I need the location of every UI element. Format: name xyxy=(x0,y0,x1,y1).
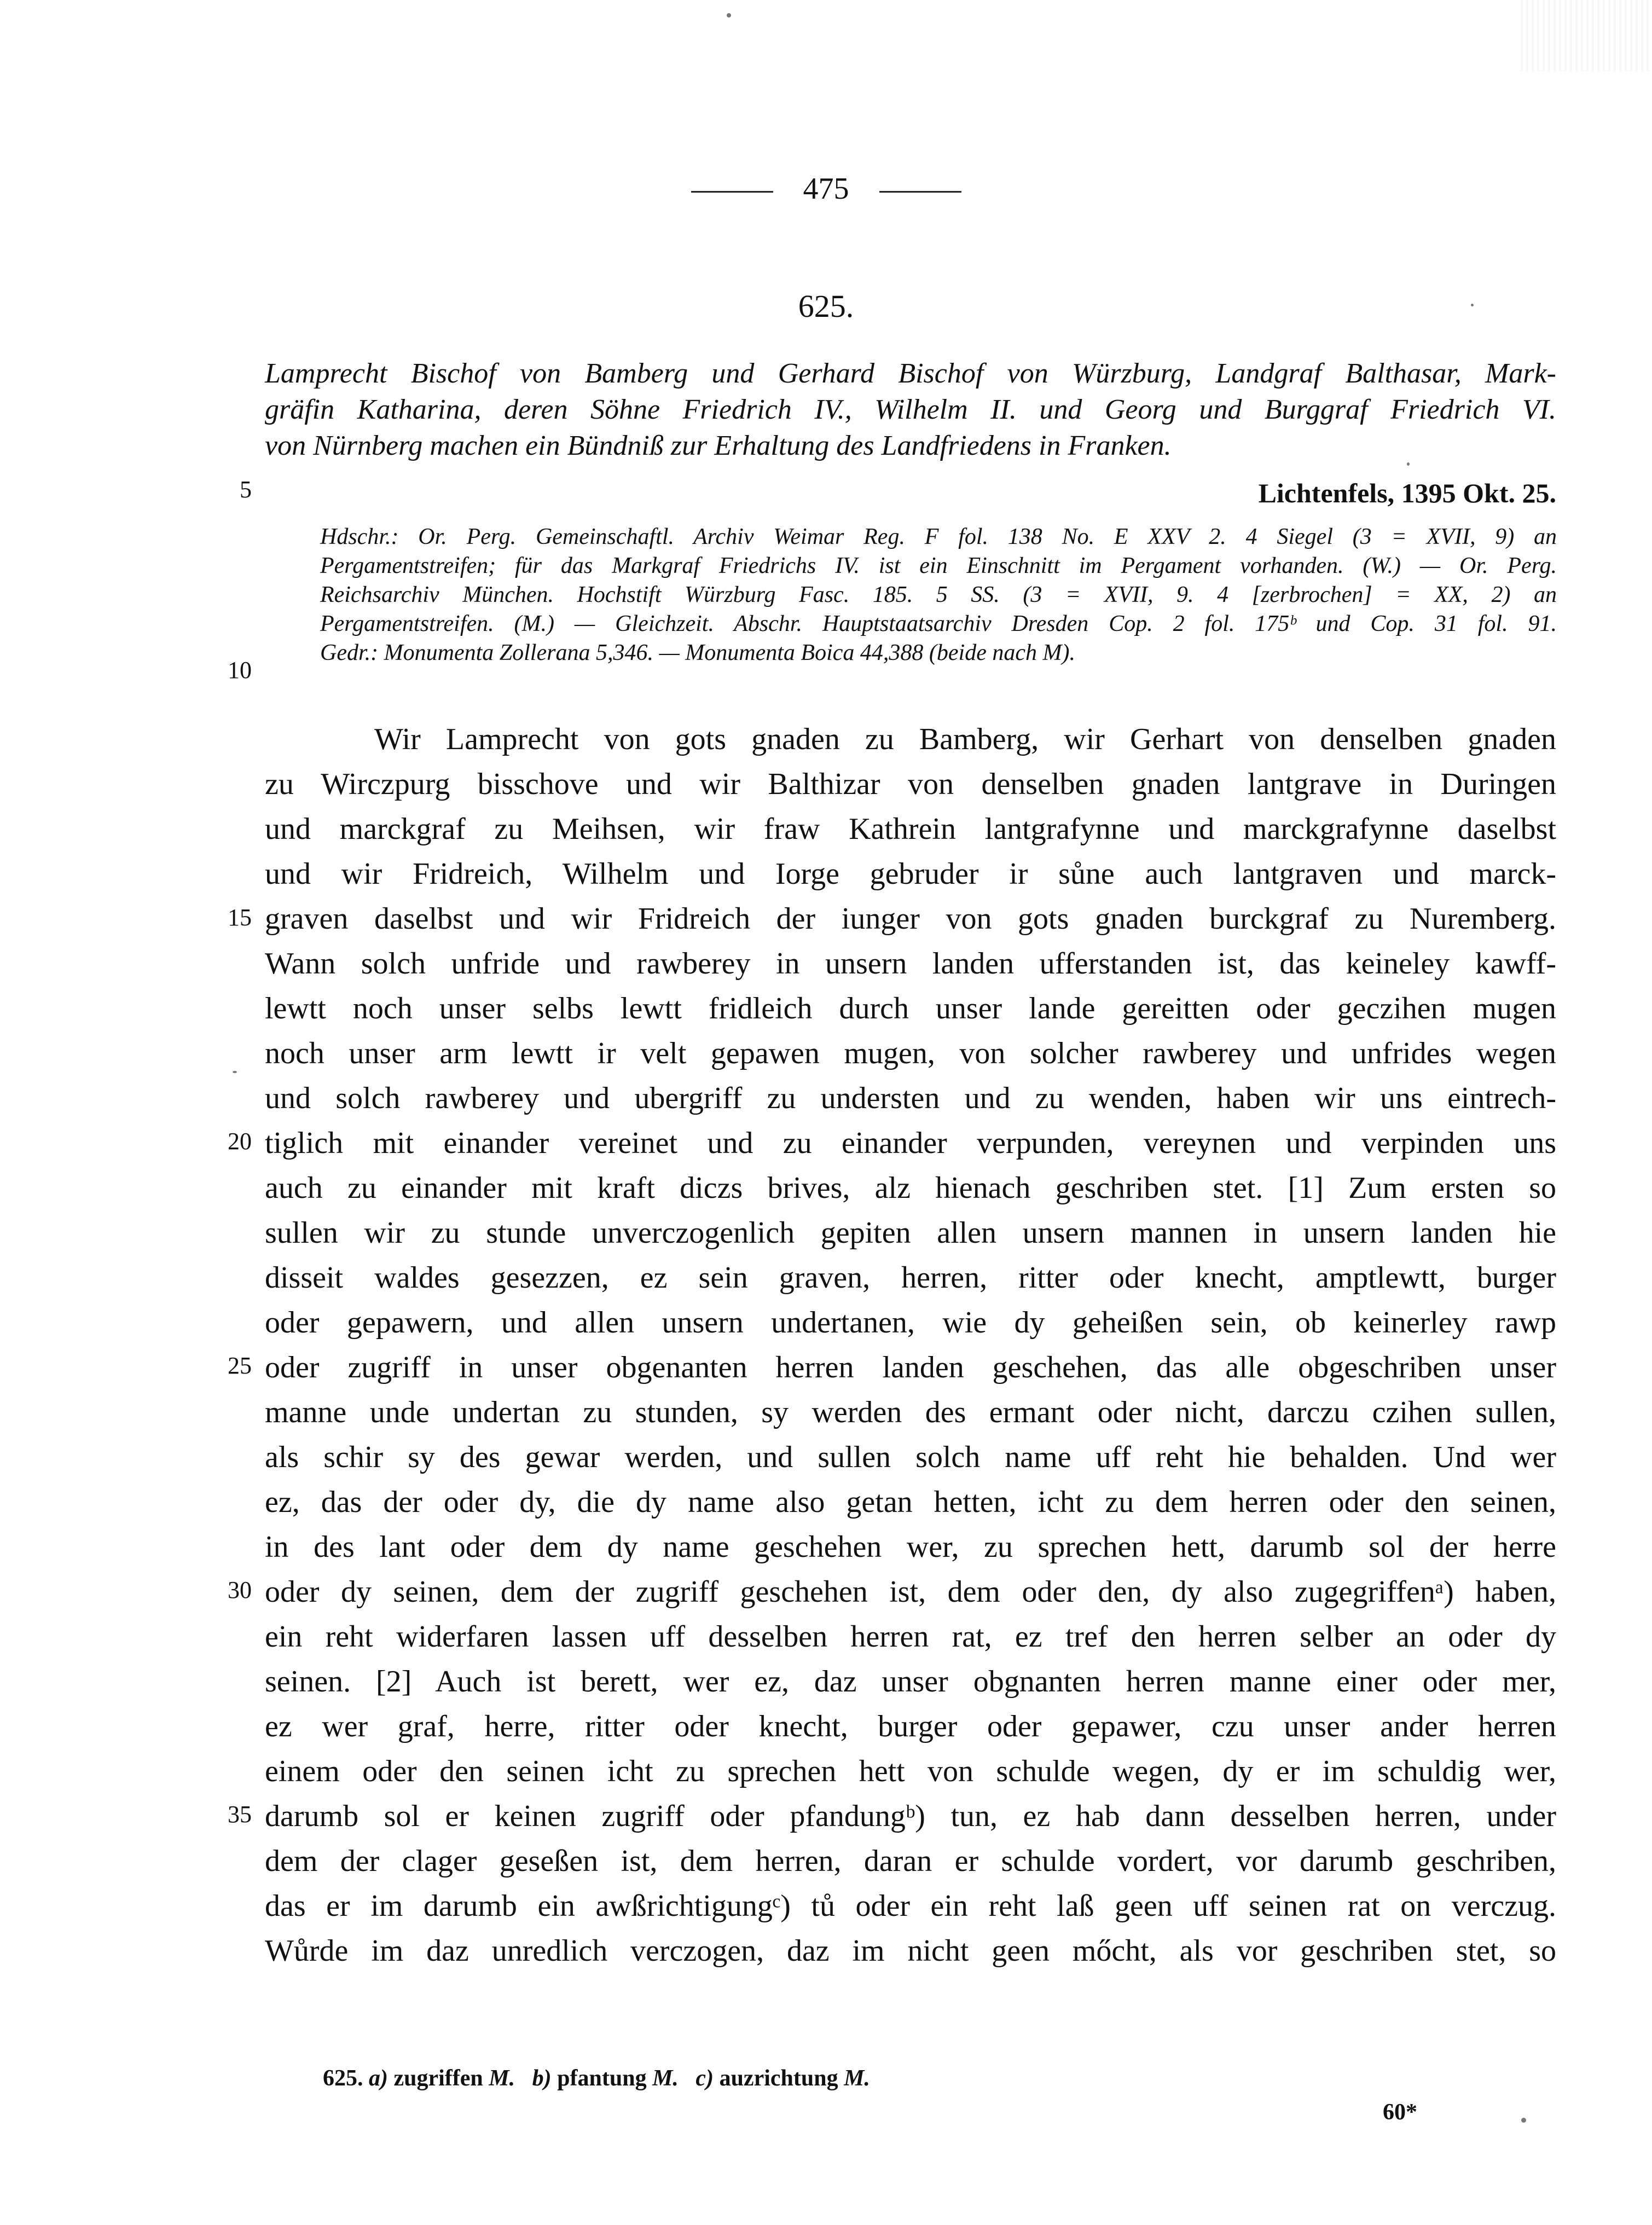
text-line: als schir sy des gewar werden, und sullen solch name uff reht hie behalden. Und wer xyxy=(265,1440,1556,1474)
text-line: Wir Lamprecht von gots gnaden zu Bamberg, wir Gerhart von denselben gnaden xyxy=(374,722,1556,756)
scan-speck xyxy=(727,13,731,18)
text-line: Wůrde im daz unredlich verczogen, daz im nicht geen mőcht, als vor geschriben stet, so xyxy=(265,1934,1556,1968)
scan-speck xyxy=(1521,2118,1526,2123)
scan-speck xyxy=(1471,304,1474,306)
footnote-a-text: zugriffen xyxy=(393,2066,483,2091)
page-number-left-rule xyxy=(691,191,773,193)
text-line: graven daselbst und wir Fridreich der iunger von gots gnaden burckgraf zu Nuremberg. xyxy=(265,902,1556,936)
charter-text xyxy=(265,717,1556,1973)
text-line: noch unser arm lewtt ir velt gepawen mugen, von solcher rawberey und unfrides wegen xyxy=(265,1036,1556,1070)
footnote-c-siglum: M. xyxy=(844,2066,870,2091)
source-line: Gedr.: Monumenta Zollerana 5,346. — Monumenta Boica 44,388 (beide nach M). xyxy=(320,640,1075,665)
source-line: Hdschr.: Or. Perg. Gemeinschaftl. Archiv Weimar Reg. F fol. 138 No. E XXV 2. 4 Siegel (3 = XVII, 9) an xyxy=(320,524,1557,549)
page-number-text: 475 xyxy=(803,172,849,206)
text-line: einem oder den seinen icht zu sprechen hett von schulde wegen, dy er im schuldig wer, xyxy=(265,1754,1556,1788)
title-line: von Nürnberg machen ein Bündniß zur Erhaltung des Landfriedens in Franken. xyxy=(265,430,1172,461)
page-number-right-rule xyxy=(879,191,961,193)
text-line: darumb sol er keinen zugriff oder pfandungᵇ) tun, ez hab dann desselben herren, under xyxy=(265,1799,1556,1833)
text-line: lewtt noch unser selbs lewtt fridleich durch unser lande gereitten oder geczihen mugen xyxy=(265,992,1556,1025)
text-line: ez, das der oder dy, die dy name also getan hetten, icht zu dem herren oder den seinen, xyxy=(265,1485,1556,1519)
document-number: 625. xyxy=(798,288,854,324)
text-line: zu Wirczpurg bisschove und wir Balthizar von denselben gnaden lantgrave in Duringen xyxy=(265,767,1556,801)
title-line: gräfin Katharina, deren Söhne Friedrich IV., Wilhelm II. und Georg und Burggraf Friedrich VI. xyxy=(265,394,1556,425)
text-line: oder zugriff in unser obgenanten herren landen geschehen, das alle obgeschriben unser xyxy=(265,1351,1556,1384)
scan-edge-artifact xyxy=(1521,0,1652,71)
footnote-b-siglum: M. xyxy=(652,2066,679,2091)
footnote-b-text: pfantung xyxy=(557,2066,647,2091)
text-line: auch zu einander mit kraft diczs brives, alz hienach geschriben stet. [1] Zum ersten so xyxy=(265,1171,1556,1205)
text-line: oder dy seinen, dem der zugriff geschehen ist, dem oder den, dy also zugegriffenᵃ) haben, xyxy=(265,1575,1556,1609)
text-line: disseit waldes gesezzen, ez sein graven, herren, ritter oder knecht, amptlewtt, burger xyxy=(265,1261,1556,1295)
footnote-c-mark: c) xyxy=(695,2066,714,2091)
margin-line-number: 35 xyxy=(228,1801,252,1828)
text-line: in des lant oder dem dy name geschehen wer, zu sprechen hett, darumb sol der herre xyxy=(265,1530,1556,1564)
margin-line-number: 5 xyxy=(240,476,252,503)
text-line: dem der clager geseßen ist, dem herren, daran er schulde vordert, vor darumb geschriben, xyxy=(265,1844,1556,1878)
footnote-a-mark: a) xyxy=(369,2066,388,2091)
text-line: seinen. [2] Auch ist berett, wer ez, daz unser obgnanten herren manne einer oder mer, xyxy=(265,1665,1556,1699)
title-line: Lamprecht Bischof von Bamberg und Gerhard Bischof von Würzburg, Landgraf Balthasar, Mark- xyxy=(265,358,1556,389)
document-title xyxy=(265,356,1556,464)
margin-line-number: 30 xyxy=(228,1577,252,1603)
margin-line-number: 15 xyxy=(228,904,252,931)
scan-speck xyxy=(1407,462,1410,466)
text-line: sullen wir zu stunde unverczogenlich gepiten allen unsern mannen in unsern landen hie xyxy=(265,1216,1556,1250)
text-line: ein reht widerfaren lassen uff desselben herren rat, ez tref den herren selber an oder dy xyxy=(265,1620,1556,1654)
footnotes xyxy=(323,2062,1198,2095)
text-line: manne unde undertan zu stunden, sy werden des ermant oder nicht, darczu czihen sullen, xyxy=(265,1395,1556,1429)
text-line: und solch rawberey und ubergriff zu understen und zu wenden, haben wir uns eintrech- xyxy=(265,1081,1556,1115)
text-line: oder gepawern, und allen unsern undertanen, wie dy geheißen sein, ob keinerley rawp xyxy=(265,1306,1556,1340)
source-line: Pergamentstreifen. (M.) — Gleichzeit. Abschr. Hauptstaatsarchiv Dresden Cop. 2 fol. 175ᵇ und Cop. 31 fol. 91. xyxy=(320,611,1557,636)
source-line: Reichsarchiv München. Hochstift Würzburg Fasc. 185. 5 SS. (3 = XVII, 9. 4 [zerbrochen] = XX, 2) an xyxy=(320,582,1557,607)
margin-line-number: 25 xyxy=(228,1352,252,1379)
margin-line-number: 20 xyxy=(228,1128,252,1155)
text-line: und marckgraf zu Meihsen, wir fraw Kathrein lantgrafynne und marckgrafynne daselbst xyxy=(265,812,1556,846)
dateline: Lichtenfels, 1395 Okt. 25. xyxy=(1258,478,1556,508)
text-line: und wir Fridreich, Wilhelm und Iorge gebruder ir sůne auch lantgraven und marck- xyxy=(265,857,1556,891)
footnote-b-mark: b) xyxy=(532,2066,552,2091)
scan-speck xyxy=(233,1071,237,1073)
text-line: das er im darumb ein awßrichtigungᶜ) tů oder ein reht laß geen uff seinen rat on verczug. xyxy=(265,1889,1556,1923)
footnote-doc-label: 625. xyxy=(323,2066,363,2091)
margin-line-number: 10 xyxy=(228,657,252,683)
sheet-signature: 60* xyxy=(1383,2100,1417,2125)
text-line: ez wer graf, herre, ritter oder knecht, burger oder gepawer, czu unser ander herren xyxy=(265,1710,1556,1743)
footnote-c-text: auzrichtung xyxy=(719,2066,838,2091)
text-line: tiglich mit einander vereinet und zu einander verpunden, vereynen und verpinden uns xyxy=(265,1126,1556,1160)
source-line: Pergamentstreifen; für das Markgraf Friedrichs IV. ist ein Einschnitt im Pergament vorhanden. (W.) — Or. Perg. xyxy=(320,553,1557,578)
text-line: Wann solch unfride und rawberey in unsern landen ufferstanden ist, das keineley kawff- xyxy=(265,947,1556,981)
footnote-a-siglum: M. xyxy=(489,2066,515,2091)
source-apparatus xyxy=(320,523,1557,668)
page-number xyxy=(547,167,1105,211)
